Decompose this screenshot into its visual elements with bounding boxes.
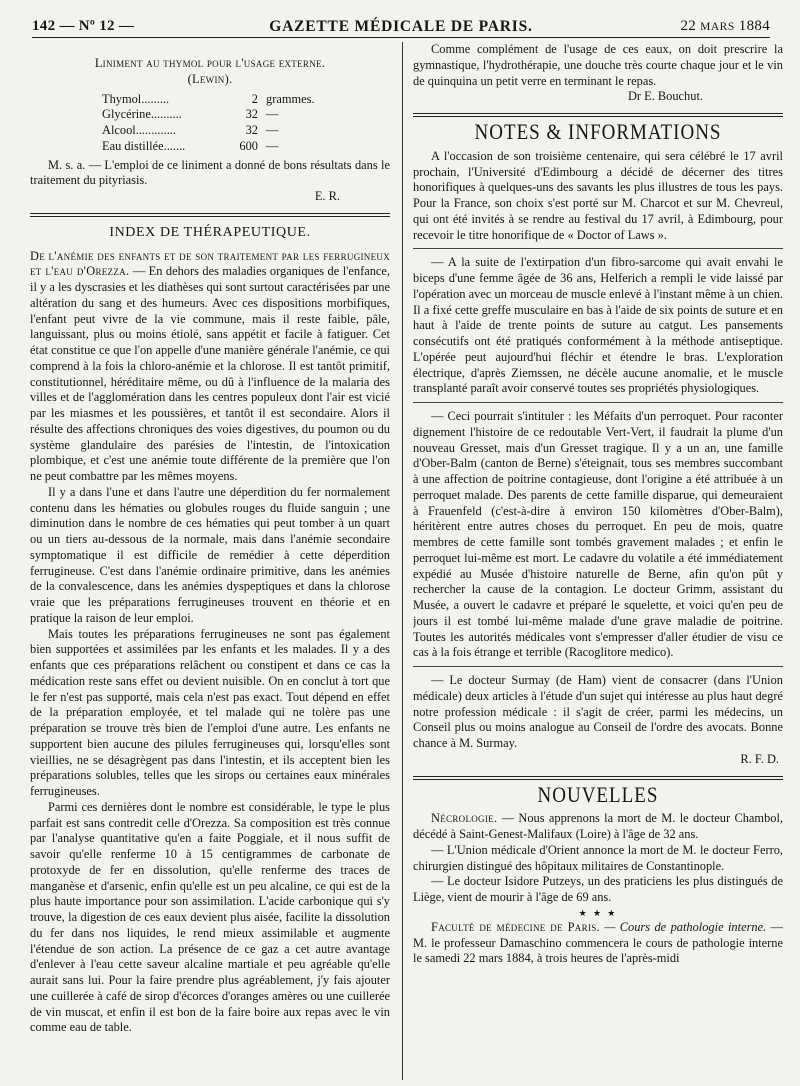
article-continuation: Comme complément de l'usage de ces eaux, on doit prescrire la gymnastique, l'hydrothérapie, une douche très courte chaque jour et le vin de quinquina un petit verre en terminant le repas.: [413, 42, 783, 88]
liniment-signature: E. R.: [314, 189, 340, 203]
notes-title: NOTES & INFORMATIONS: [474, 120, 722, 145]
notes-paragraph: — Le docteur Surmay (de Ham) vient de consacrer (dans l'Union médicale) deux articles à l'étude d'un sujet qui intéresse au plus haut degré notre profession médicale : il s'agit de créer, parmi les médecins, un Conseil plus ou moins analogue au Conseil de l'ordre des avocats. Bonne chance à M. Surmay.: [413, 673, 783, 750]
item-separator: [413, 248, 783, 250]
ingredient-row: Thymol......... 2 grammes.: [102, 91, 315, 106]
section-divider: [30, 213, 390, 217]
news-paragraph: — Le docteur Isidore Putzeys, un des praticiens les plus distingués de Liège, vient de mourir à l'âge de 69 ans.: [413, 874, 783, 904]
section-divider: [413, 113, 783, 117]
notes-signature: R. F. D.: [740, 751, 779, 766]
ingredient-row: Alcool............. 32 —: [102, 123, 279, 137]
liniment-note: M. s. a. — L'emploi de ce liniment a donné de bons résultats dans le traitement du pityriasis.: [30, 157, 390, 188]
item-separator: [413, 666, 783, 668]
article-paragraph: De l'anémie des enfants et de son traitement par les ferrugineux et l'eau d'Orezza. — En dehors des maladies organiques de l'enfance, il y a les dyscrasies et les diathèses qui sont surtout caractérisées par une altération du sang et des humeurs. Avec ces dispositions morbifiques, l'enfant peut vivre de la vie commune, mais il reste faible, pâle, languissant, plus ou moins étiolé, sans appétit et facile à fatiguer. Cet état constitue ce que l'on appelle d'une manière générale l'anémie, ce qui comprend à la fois la chloro-anémie et la chlorose. Il est tantôt primitif, constitutionnel, héréditaire même, ou dû à l'influence de la malaria des villes et de l'agglomération dans les centres populeux dont l'air est vicié par les miasmes et les poussières, et tantôt il est secondaire. Alors il résulte des affections chroniques des voies digestives, du poumon ou du système glandulaire des parésies de l'intestin, de l'intoxication plombique, et c'est une anémie toute différente de la première que l'on ne peut combattre par les mêmes moyens.: [30, 248, 390, 483]
header-rule: [32, 37, 770, 38]
section-divider: [413, 776, 783, 780]
notes-paragraph: — A la suite de l'extirpation d'un fibro-sarcome qui avait envahi le biceps d'une femme âgée de 36 ans, Helferich a rempli le vide laissé par l'opération avec un morceau de muscle enlevé à l'instant même à un chien. Il a fixé cette greffe musculaire en bas à l'aide de six points de suture et en haut à l'aide de trente points de suture au catgut. Les pansements consécutifs ont été pratiqués conformément à la méthode antiseptique. L'opérée peut aujourd'hui fléchir et étendre le bras. L'exploration électrique, d'après Ziemssen, ne décèle aucune anomalie, et le muscle transplanté paraît avoir conservé toutes ses propriétés physiologiques.: [413, 255, 783, 396]
notes-paragraph: — Ceci pourrait s'intituler : les Méfaits d'un perroquet. Pour raconter dignement l'histoire de ce redoutable Vert-Vert, il faudrait la plume d'un nouveau Gresset, mais d'un Gresset tragique. Il y a un an, une famille d'Ober-Balm (canton de Berne) s'éteignait, tous ses membres succombant à une affection de poitrine contagieuse, dont l'origine a été attribuée à un perroquet malade. Des parents de cette famille disparue, qui demeuraient à Frauenfeld (c'est-à-dire à environ 150 kilomètres d'Ober-Balm), héritèrent entre autres choses du perroquet. En peu de mois, quatre membres de cette famille sont tombés gravement malades ; et enfin le perroquet lui-même est mort. Le cadavre du volatile a été immédiatement expédié au Musée d'histoire naturelle de Berne, afin qu'on pût y rechercher la cause de la contagion. Le docteur Grimm, assistant du Musée, a ouvert le cadavre et préparé le squelette, et voici qu'en peu de jours il est tombé lui-même malade d'une grave maladie de poitrine. Toutes les autorités médicales vont s'empresser d'aller étudier de visu ce cas à la fois étrange et terrible (Racoglitore medico).: [413, 409, 783, 660]
article-paragraph: Parmi ces dernières dont le nombre est considérable, le type le plus parfait est sans contredit celle d'Orezza. Sa composition est très connue par l'analyse quantitative qu'en a faite Poggiale, et il nous suffit de savoir qu'elle renferme 10 à 15 centigrammes de carbonate de protoxyde de fer en dissolution, qu'elle renferme des traces de manganèse et d'arsenic, enfin qu'elle est un peu alcaline, ce qui est de la plus haute importance pour son assimilation. L'acide carbonique qui s'y trouve, la digestion de ces eaux devient plus aisée, facilite la dissolution du fer dans nos liquides, le rend mieux assimilable et augmente l'étendue de son action. La présence de ce gaz a cet autre avantage d'enlever à l'eau cette saveur alcaline martiale et peu agréable qu'elle aurait sans lui. Pour la faire prendre plus agréablement, j'y fais ajouter une cuillerée à café de sirop d'écorces d'oranges amères ou une cuillerée de vin muscat, et enfin il est bon de la faire boire aux repas avec le vin comme eau de table.: [30, 799, 390, 1035]
journal-title: GAZETTE MÉDICALE DE PARIS.: [269, 18, 533, 35]
running-header: [32, 12, 770, 36]
item-separator: [413, 402, 783, 404]
notes-paragraph: A l'occasion de son troisième centenaire, qui sera célébré le 17 avril prochain, l'Université d'Edimbourg a décidé de décerner des titres honorifiques à quelques-uns des savants les plus illustres de tous les pays. Pour la France, son choix s'est porté sur M. Charcot et sur M. Chevreul, qui ont été invités à se rendre au festival du 17 avril, à Edimbourg, pour recevoir le titre honorifique de « Doctor of Laws ».: [413, 148, 783, 242]
column-divider: [402, 42, 403, 1080]
article-paragraph: Mais toutes les préparations ferrugineuses ne sont pas également bien supportées et assimilées par les enfants et les malades. Il y a des enfants que ces préparations relâchent ou constipent et dans ce cas la médication reste sans effet ou devient nuisible. On en conclut à tort que le fer n'est pas supporté, mais cela n'est pas exact. Tout dépend en effet de la préparation employée, et tel malade qui ne tolère pas une préparation se trouve très bien de l'emploi d'une autre. Les enfants ne supportent bien aucune des pilules ferrugineuses qui, lorsqu'elles sont vieillies, ne se désagrègent pas dans l'intestin, et ils acceptent bien les préparations solubles, telles que les sirops ou certaines eaux minérales ferrugineuses.: [30, 626, 390, 798]
stars-ornament: ★ ★ ★: [578, 907, 618, 918]
liniment-title: Liniment au thymol pour l'usage externe.: [94, 56, 326, 70]
page-number: 142 — Nº 12 —: [32, 18, 135, 34]
ingredient-row: Eau distillée....... 600 —: [102, 138, 279, 153]
ingredient-row: Glycérine.......... 32 —: [102, 107, 279, 122]
news-paragraph: Faculté de médecine de Paris. — Cours de pathologie interne. — M. le professeur Damaschino commencera le cours de pathologie interne le samedi 22 mars 1884, à trois heures de l'après-midi: [413, 919, 783, 966]
issue-date: 22 MARS 1884: [680, 18, 770, 34]
index-title: INDEX DE THÉRAPEUTIQUE.: [109, 224, 311, 240]
right-column: [413, 42, 783, 1080]
news-paragraph: — L'Union médicale d'Orient annonce la mort de M. le docteur Ferro, chirurgien distingué des hôpitaux militaires de Constantinople.: [413, 842, 783, 873]
article-paragraph: Il y a dans l'une et dans l'autre une déperdition du fer normalement contenu dans les hématies ou globules rouges du fluide sanguin ; une diminution dans le nombre de ces hématies qui peut tomber à un quart ou un tiers au-dessous de la normale, mais dans l'anémie secondaire symptomatique il est difficile de remédier à cette déperdition ferrugineuse. C'est dans l'anémie ordinaire primitive, dans les anémies de la convalescence, dans les anémies dyspeptiques et dans la chlorose vraie que les préparations ferrugineuses trouvent en théorie et en pratique la raison de leur emploi.: [30, 484, 390, 625]
liniment-author: (Lewin).: [187, 71, 233, 86]
article-signature: Dr E. Bouchut.: [627, 89, 703, 104]
left-column: [30, 42, 390, 1080]
news-paragraph: Nécrologie. — Nous apprenons la mort de M. le docteur Chambol, décédé à Saint-Genest-Malifaux (Loire) à l'âge de 32 ans.: [413, 811, 783, 841]
article-heading: De l'anémie des enfants et de son traitement par les ferrugineux et l'eau d'Orezza.: [30, 248, 390, 279]
prescription-list: [102, 92, 332, 155]
nouvelles-title: NOUVELLES: [537, 782, 659, 808]
